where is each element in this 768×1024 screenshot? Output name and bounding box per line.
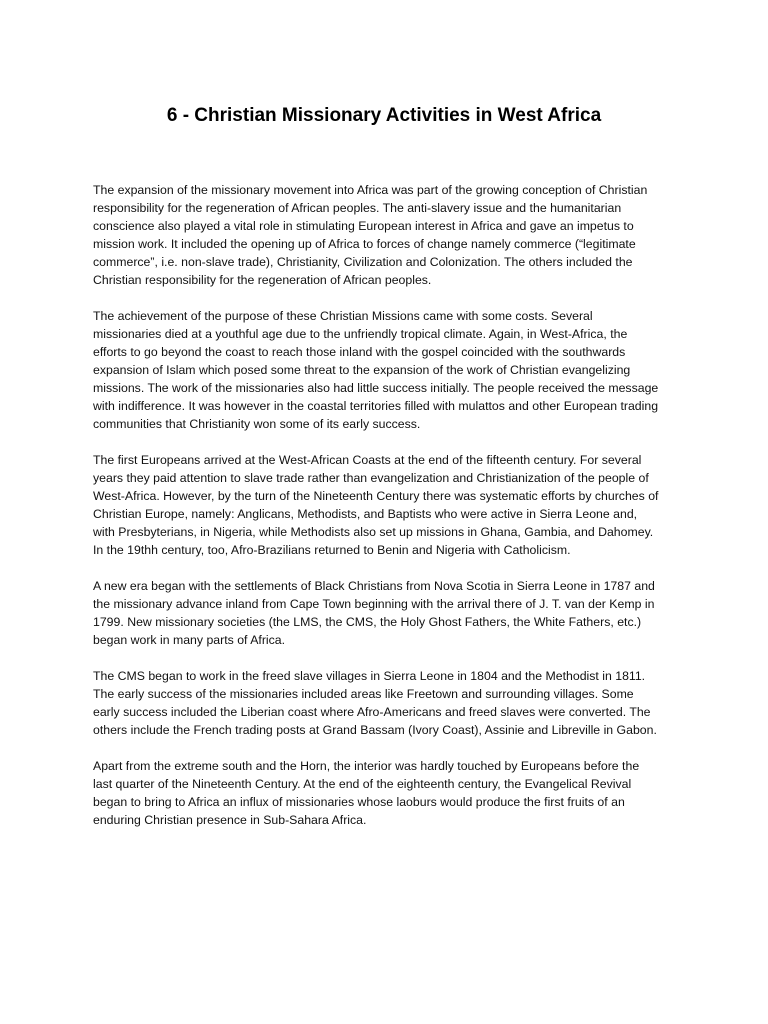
paragraph-5: The CMS began to work in the freed slave villages in Sierra Leone in 1804 and the Methodist in 1811. The early success of the missionaries included areas like Freetown and surrounding villages. Some early success included the Liberian coast where Afro-Americans and freed slaves were converted. The others include the French trading posts at Grand Bassam (Ivory Coast), Assinie and Libreville in Gabon. — [93, 669, 657, 737]
paragraph-1: The expansion of the missionary movement into Africa was part of the growing conception of Christian responsibility for the regeneration of African peoples. The anti-slavery issue and the humanitarian conscience also played a vital role in stimulating European interest in Africa and gave an impetus to mission work. It included the opening up of Africa to forces of change namely commerce (“legitimate commerce”, i.e. non-slave trade), Christianity, Civilization and Colonization. The others included the Christian responsibility for the regeneration of African peoples. — [93, 183, 648, 287]
paragraph-3: The first Europeans arrived at the West-African Coasts at the end of the fifteenth century. For several years they paid attention to slave trade rather than evangelization and Christianization of the people of West-Africa. However, by the turn of the Nineteenth Century there was systematic efforts by churches of Christian Europe, namely: Anglicans, Methodists, and Baptists who were active in Sierra Leone and, with Presbyterians, in Nigeria, while Methodists also set up missions in Ghana, Gambia, and Dahomey. In the 19thh century, too, Afro-Brazilians returned to Benin and Nigeria with Catholicism. — [93, 453, 659, 557]
document-body — [93, 181, 661, 847]
paragraph-2: The achievement of the purpose of these Christian Missions came with some costs. Several missionaries died at a youthful age due to the unfriendly tropical climate. Again, in West-Africa, the efforts to go beyond the coast to reach those inland with the gospel coincided with the southwards expansion of Islam which posed some threat to the expansion of the work of Christian evangelizing missions. The work of the missionaries also had little success initially. The people received the message with indifference. It was however in the coastal territories filled with mulattos and other European trading communities that Christianity won some of its early success. — [93, 309, 659, 431]
paragraph-4: A new era began with the settlements of Black Christians from Nova Scotia in Sierra Leone in 1787 and the missionary advance inland from Cape Town beginning with the arrival there of J. T. van der Kemp in 1799. New missionary societies (the LMS, the CMS, the Holy Ghost Fathers, the White Fathers, etc.) began work in many parts of Africa. — [93, 579, 655, 647]
document-title: 6 - Christian Missionary Activities in West Africa — [166, 105, 602, 126]
paragraph-6: Apart from the extreme south and the Horn, the interior was hardly touched by Europeans before the last quarter of the Nineteenth Century. At the end of the eighteenth century, the Evangelical Revival began to bring to Africa an influx of missionaries whose laoburs would produce the first fruits of an enduring Christian presence in Sub-Sahara Africa. — [93, 759, 640, 827]
